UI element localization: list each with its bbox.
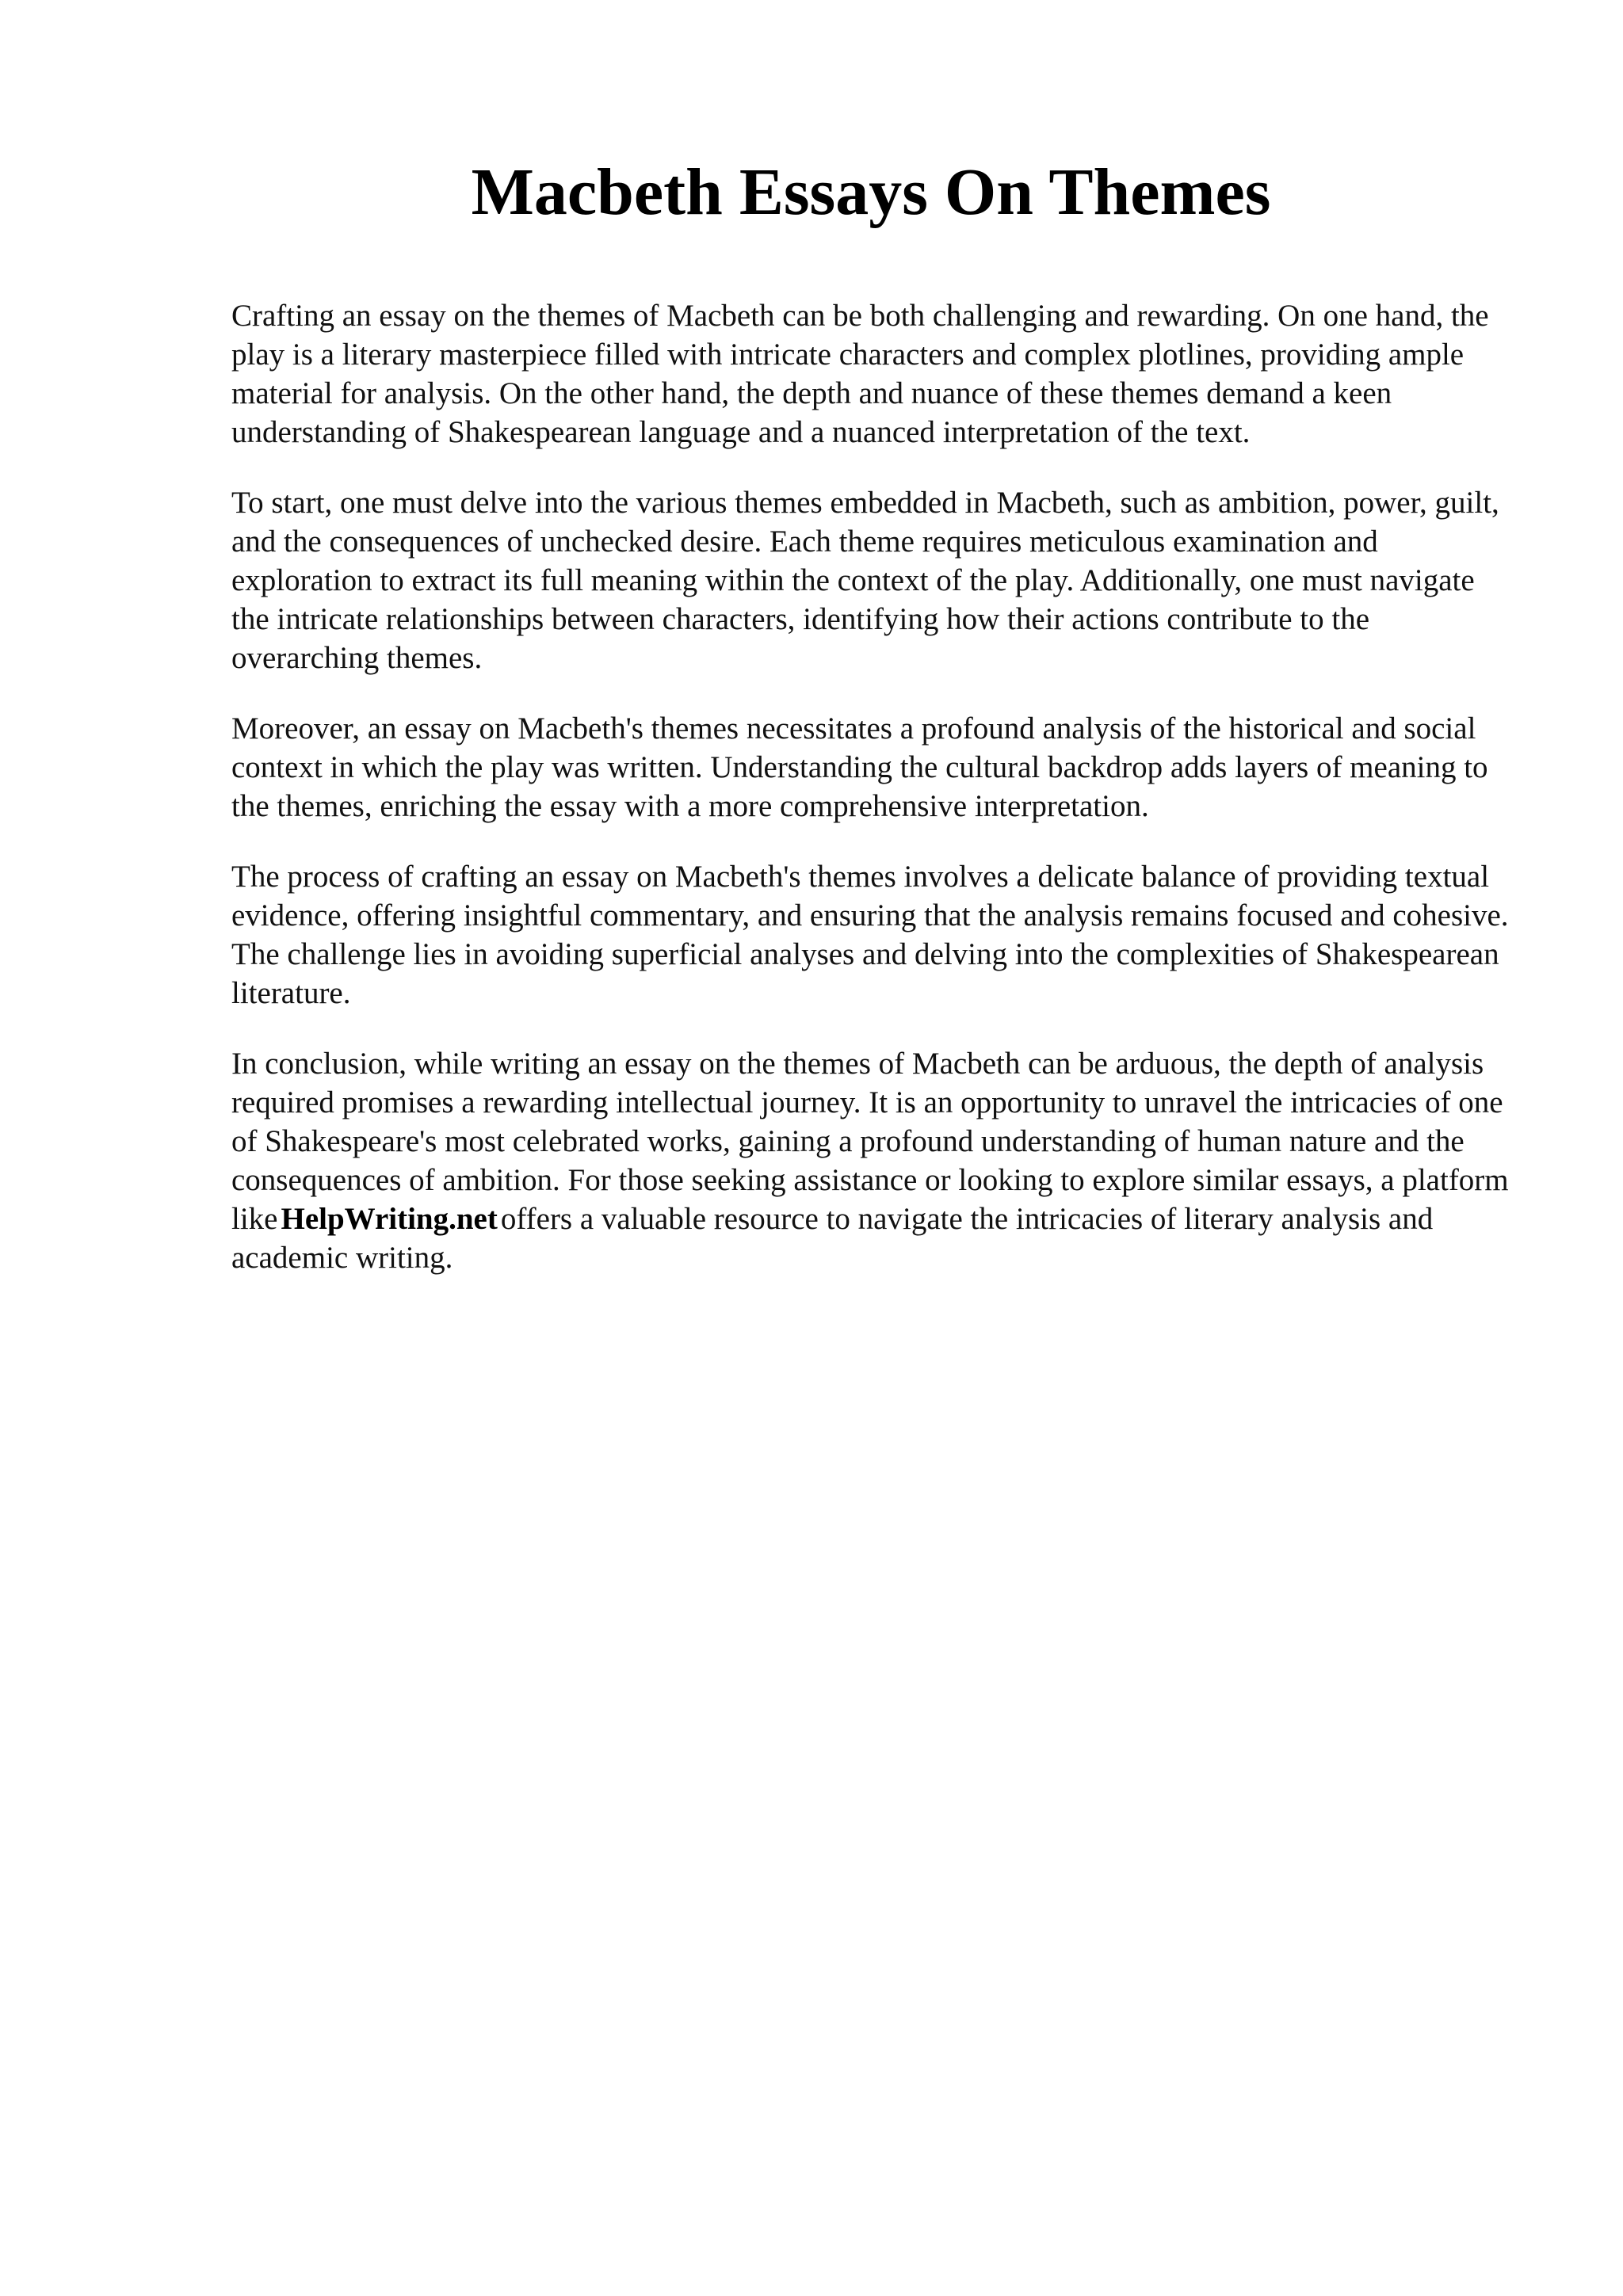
essay-body <box>231 296 1511 1309</box>
helpwriting-link[interactable]: HelpWriting.net <box>281 1202 498 1236</box>
conclusion-text-before-link: In conclusion, while writing an essay on the themes of Macbeth can be arduous, the depth of analysis required promises a rewarding intellectual journey. It is an opportunity to unravel the intricacies of one of Shakespeare's most celebrated works, gaining a profound understanding of human nature and the consequences of ambition. For those seeking assistance or looking to explore similar essays, a platform like <box>231 1047 1509 1236</box>
paragraph-themes: To start, one must delve into the various themes embedded in Macbeth, such as ambition, power, guilt, and the consequences of unchecked desire. Each theme requires meticulous examination and exploration to extract its full meaning within the context of the play. Additionally, one must navigate the intricate relationships between characters, identifying how their actions contribute to the overarching themes. <box>231 486 1499 675</box>
paragraph-intro: Crafting an essay on the themes of Macbeth can be both challenging and rewarding. On one hand, the play is a literary masterpiece filled with intricate characters and complex plotlines, providing ample material for analysis. On the other hand, the depth and nuance of these themes demand a keen understanding of Shakespearean language and a nuanced interpretation of the text. <box>231 299 1489 449</box>
conclusion-text-after-link: offers a valuable resource to navigate the intricacies of literary analysis and academic writing. <box>231 1202 1434 1275</box>
paragraph-conclusion <box>231 1044 1511 1277</box>
paragraph-process: The process of crafting an essay on Macbeth's themes involves a delicate balance of providing textual evidence, offering insightful commentary, and ensuring that the analysis remains focused and cohesive. The challenge lies in avoiding superficial analyses and delving into the complexities of Shakespearean literature. <box>231 860 1509 1010</box>
page-title: Macbeth Essays On Themes <box>471 155 1271 229</box>
paragraph-context: Moreover, an essay on Macbeth's themes necessitates a profound analysis of the historical and social context in which the play was written. Understanding the cultural backdrop adds layers of meaning to the themes, enriching the essay with a more comprehensive interpretation. <box>231 711 1488 823</box>
